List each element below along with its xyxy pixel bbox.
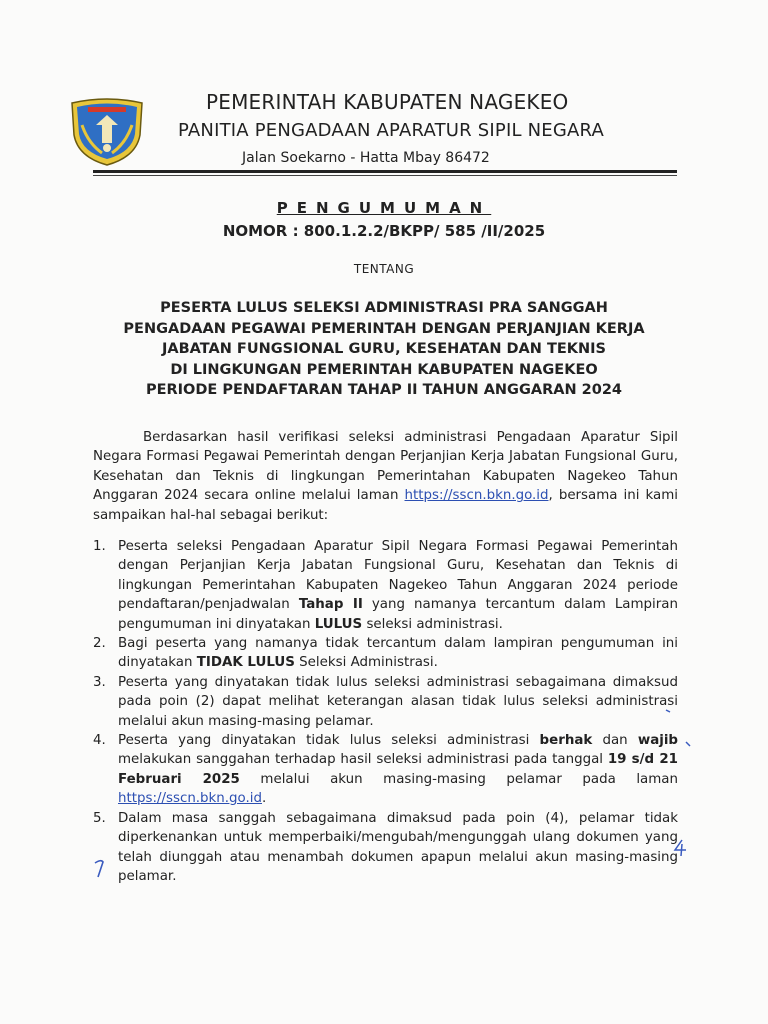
item-text-part: Seleksi Administrasi. xyxy=(294,655,438,671)
item-text-part: . xyxy=(262,791,267,807)
pen-mark-icon xyxy=(672,838,690,858)
about-label: TENTANG xyxy=(353,262,415,276)
item-text-part: Peserta yang dinyatakan tidak lulus seleksi administrasi xyxy=(118,733,540,749)
document-title: PENGUMUMAN xyxy=(276,199,492,217)
item-text-part: melakukan sanggahan terhadap hasil seleksi administrasi pada tanggal xyxy=(118,752,608,768)
item-number: 1. xyxy=(93,539,106,554)
item-text-bold: LULUS xyxy=(314,616,363,632)
subject-line: DI LINGKUNGAN PEMERINTAH KABUPATEN NAGEKEO xyxy=(170,361,598,378)
list-item xyxy=(93,673,678,731)
pen-mark-icon xyxy=(664,706,694,766)
intro-text-end: , bersama ini kami sampaikan hal-hal sebagai berikut: xyxy=(93,488,678,523)
letterhead-divider-thin xyxy=(93,175,677,176)
letterhead-divider xyxy=(93,170,677,173)
item-number: 3. xyxy=(93,674,106,690)
item-text-part: seleksi administrasi. xyxy=(362,616,503,632)
item-number: 2. xyxy=(93,636,106,652)
sscn-link[interactable]: https://sscn.bkn.go.id xyxy=(118,791,262,807)
letterhead-committee-name: PANITIA PENGADAAN APARATUR SIPIL NEGARA xyxy=(178,120,605,141)
item-text: Peserta yang dinyatakan tidak lulus seleksi administrasi sebagaimana dimaksud pada poin (2) dapat melihat keterangan alasan tidak lulus seleksi administrasi melalui akun masing-masing pelamar. xyxy=(118,674,678,729)
item-text-bold: 19 s/d 21 Februari 2025 xyxy=(118,752,678,787)
list-item xyxy=(93,537,678,634)
announcement-list xyxy=(93,537,678,886)
list-item xyxy=(93,731,678,809)
letterhead-address: Jalan Soekarno - Hatta Mbay 86472 xyxy=(242,150,490,166)
item-text xyxy=(118,731,678,809)
item-text-bold: wajib xyxy=(637,733,678,749)
item-text-bold: berhak xyxy=(539,733,593,749)
item-text-part: melalui akun masing-masing pelamar pada laman xyxy=(239,771,678,787)
item-text-part: Peserta seleksi Pengadaan Aparatur Sipil Negara Formasi Pegawai Pemerintah dengan Perjanjian Kerja Jabatan Fungsional Guru, Kesehatan dan Teknis di lingkungan Pemerintahan Kabupaten Nagekeo Tahun Anggaran 2024 periode pendaftaran/penjadwalan xyxy=(118,539,678,613)
list-item xyxy=(93,809,678,887)
item-number: 4. xyxy=(93,733,106,749)
item-text-bold: TIDAK LULUS xyxy=(196,655,295,671)
item-text-part: Bagi peserta yang namanya tidak tercantum dalam lampiran pengumuman ini dinyatakan xyxy=(118,636,678,671)
intro-paragraph xyxy=(93,428,678,525)
item-text xyxy=(118,537,678,634)
subject-line: JABATAN FUNGSIONAL GURU, KESEHATAN DAN TEKNIS xyxy=(162,341,606,358)
subject-block xyxy=(0,298,768,401)
item-text-part: dan xyxy=(592,733,638,749)
item-text xyxy=(118,634,678,673)
item-text-bold: Tahap II xyxy=(298,597,363,613)
item-text-part: yang namanya tercantum dalam Lampiran pengumuman ini dinyatakan xyxy=(118,597,678,632)
regency-coat-of-arms-icon xyxy=(66,95,148,167)
item-text: Dalam masa sanggah sebagaimana dimaksud pada poin (4), pelamar tidak diperkenankan untuk memperbaiki/mengubah/mengunggah ulang dokumen yang telah diunggah atau menambah dokumen apapun melalui akun masing-masing pelamar. xyxy=(118,810,678,884)
intro-text: Berdasarkan hasil verifikasi seleksi administrasi Pengadaan Aparatur Sipil Negara Formasi Pegawai Pemerintah dengan Perjanjian Kerja Jabatan Fungsional Guru, Kesehatan dan Teknis di lingkungan Pemerintahan Kabupaten Nagekeo Tahun Anggaran 2024 secara online melalui laman xyxy=(93,430,678,504)
subject-line: PERIODE PENDAFTARAN TAHAP II TAHUN ANGGARAN 2024 xyxy=(145,382,623,399)
pen-mark-icon xyxy=(92,858,108,880)
subject-line: PENGADAAN PEGAWAI PEMERINTAH DENGAN PERJANJIAN KERJA xyxy=(123,320,645,337)
letterhead-government-name: PEMERINTAH KABUPATEN NAGEKEO xyxy=(206,90,569,114)
subject-line: PESERTA LULUS SELEKSI ADMINISTRASI PRA SANGGAH xyxy=(160,300,608,316)
item-number: 5. xyxy=(93,810,106,826)
sscn-link[interactable]: https://sscn.bkn.go.id xyxy=(404,488,549,504)
list-item xyxy=(93,634,678,673)
document-number: NOMOR : 800.1.2.2/BKPP/ 585 /II/2025 xyxy=(222,222,546,240)
